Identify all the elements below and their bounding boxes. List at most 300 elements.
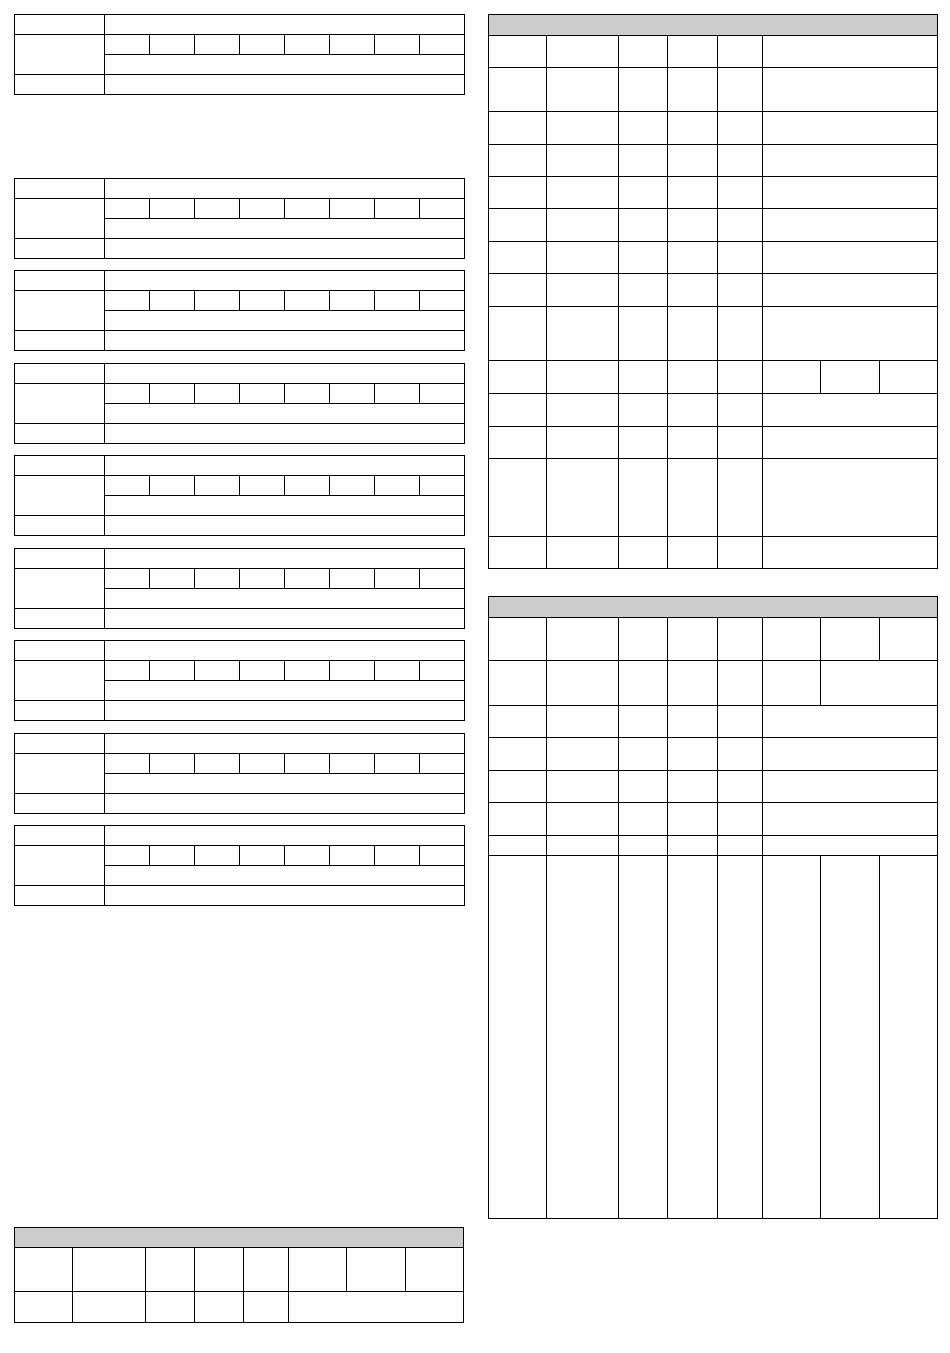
right-top-table-grid: [488, 14, 938, 569]
register-field-label-cell: [15, 569, 105, 609]
register-block-5: [14, 455, 465, 536]
table-cell: [718, 36, 763, 68]
table-cell: [489, 307, 547, 361]
register-bit-cell: [420, 569, 465, 589]
register-description-cell: [105, 866, 465, 886]
table-row: [489, 459, 938, 537]
table-cell: [668, 427, 718, 459]
table-cell: [547, 537, 619, 569]
register-reset-cell: [105, 516, 465, 536]
table-cell: [489, 274, 547, 307]
register-bit-cell: [285, 569, 330, 589]
register-bit-cell: [105, 476, 150, 496]
table-cell: [718, 771, 763, 803]
column-header-cell: [15, 1248, 73, 1292]
table-cell: [489, 738, 547, 771]
table-cell: [718, 537, 763, 569]
table-cell: [763, 771, 938, 803]
column-header-cell: [195, 1248, 244, 1292]
register-reset-cell: [105, 794, 465, 814]
table-cell: [718, 242, 763, 274]
column-header-cell: [146, 1248, 195, 1292]
table-cell: [668, 738, 718, 771]
table-cell: [763, 36, 938, 68]
table-row: [489, 307, 938, 361]
table-cell: [763, 242, 938, 274]
column-header-cell: [718, 618, 763, 661]
register-name-label-cell: [15, 179, 105, 199]
table-row: [489, 177, 938, 209]
table-cell: [489, 394, 547, 427]
register-bit-cell: [240, 35, 285, 55]
table-cell: [718, 68, 763, 112]
table-cell: [489, 177, 547, 209]
register-bitfield-row: [15, 846, 465, 866]
register-name-label-cell: [15, 549, 105, 569]
register-bitfield-row: [15, 199, 465, 219]
bottom-left-table: [14, 1227, 464, 1323]
table-title-cell: [489, 597, 938, 618]
table-cell: [718, 177, 763, 209]
register-reset-row: [15, 331, 465, 351]
table-cell: [547, 307, 619, 361]
table-cell: [489, 661, 547, 706]
table-cell: [489, 836, 547, 856]
register-bit-cell: [420, 754, 465, 774]
table-row: [489, 361, 938, 394]
register-reset-label-cell: [15, 331, 105, 351]
table-cell: [668, 112, 718, 145]
register-block-8-grid: [14, 733, 465, 814]
register-description-cell: [105, 681, 465, 701]
table-cell: [718, 459, 763, 537]
register-bit-cell: [150, 846, 195, 866]
table-cell: [718, 427, 763, 459]
table-row: [489, 68, 938, 112]
register-bit-cell: [375, 384, 420, 404]
register-block-1: [14, 14, 465, 95]
register-bit-cell: [105, 384, 150, 404]
table-row: [489, 394, 938, 427]
register-bit-cell: [105, 661, 150, 681]
register-description-cell: [105, 311, 465, 331]
table-cell: [547, 738, 619, 771]
table-row: [15, 1292, 464, 1323]
table-title-cell: [489, 15, 938, 36]
table-cell: [619, 394, 668, 427]
register-reset-row: [15, 75, 465, 95]
register-bit-cell: [375, 476, 420, 496]
register-description-cell: [105, 55, 465, 75]
table-cell: [619, 537, 668, 569]
register-field-label-cell: [15, 754, 105, 794]
table-cell: [718, 836, 763, 856]
register-reset-cell: [105, 701, 465, 721]
table-cell: [763, 803, 938, 836]
register-bit-cell: [240, 754, 285, 774]
register-block-1-grid: [14, 14, 465, 95]
table-cell: [489, 242, 547, 274]
register-reset-cell: [105, 331, 465, 351]
register-description-cell: [105, 219, 465, 239]
register-name-row: [15, 271, 465, 291]
register-reset-label-cell: [15, 794, 105, 814]
table-cell: [763, 394, 938, 427]
register-name-row: [15, 826, 465, 846]
table-cell: [763, 427, 938, 459]
right-bottom-table-grid: [488, 596, 938, 1219]
register-bit-cell: [105, 199, 150, 219]
register-bit-cell: [285, 199, 330, 219]
table-cell: [668, 177, 718, 209]
table-cell: [289, 1292, 464, 1323]
table-column-header-row: [15, 1248, 464, 1292]
table-cell: [763, 661, 821, 706]
register-reset-label-cell: [15, 886, 105, 906]
register-name-cell: [105, 549, 465, 569]
table-cell: [547, 394, 619, 427]
table-cell: [619, 706, 668, 738]
column-header-cell: [406, 1248, 464, 1292]
table-header-row: [489, 597, 938, 618]
table-cell: [489, 68, 547, 112]
table-cell: [821, 856, 880, 1219]
register-bit-cell: [420, 661, 465, 681]
table-cell: [718, 738, 763, 771]
register-reset-cell: [105, 239, 465, 259]
register-bitfield-row: [15, 35, 465, 55]
table-cell: [763, 307, 938, 361]
register-bitfield-row: [15, 661, 465, 681]
table-cell: [489, 209, 547, 242]
register-bit-cell: [150, 199, 195, 219]
register-name-row: [15, 549, 465, 569]
register-field-label-cell: [15, 291, 105, 331]
register-reset-cell: [105, 609, 465, 629]
register-bit-cell: [420, 199, 465, 219]
register-block-8: [14, 733, 465, 814]
register-bit-cell: [330, 754, 375, 774]
register-bit-cell: [420, 291, 465, 311]
register-bit-cell: [420, 35, 465, 55]
register-name-cell: [105, 179, 465, 199]
column-header-cell: [547, 618, 619, 661]
register-reset-label-cell: [15, 424, 105, 444]
register-bit-cell: [150, 569, 195, 589]
register-reset-cell: [105, 424, 465, 444]
table-cell: [547, 771, 619, 803]
table-cell: [668, 771, 718, 803]
table-cell: [763, 177, 938, 209]
table-header-row: [15, 1228, 464, 1248]
register-bit-cell: [420, 846, 465, 866]
table-cell: [547, 36, 619, 68]
register-bit-cell: [195, 384, 240, 404]
register-reset-row: [15, 794, 465, 814]
column-header-cell: [763, 618, 821, 661]
table-cell: [763, 112, 938, 145]
register-bit-cell: [285, 291, 330, 311]
register-name-cell: [105, 641, 465, 661]
register-reset-row: [15, 701, 465, 721]
register-field-label-cell: [15, 476, 105, 516]
register-name-cell: [105, 271, 465, 291]
table-cell: [763, 738, 938, 771]
table-cell: [668, 145, 718, 177]
table-cell: [489, 706, 547, 738]
table-cell: [547, 661, 619, 706]
column-header-cell: [289, 1248, 347, 1292]
table-row: [489, 738, 938, 771]
register-name-cell: [105, 364, 465, 384]
register-reset-label-cell: [15, 609, 105, 629]
register-bit-cell: [330, 846, 375, 866]
table-cell: [763, 706, 938, 738]
table-cell: [668, 361, 718, 394]
table-cell: [619, 209, 668, 242]
register-name-row: [15, 179, 465, 199]
table-row: [489, 661, 938, 706]
register-block-6-grid: [14, 548, 465, 629]
register-description-cell: [105, 774, 465, 794]
register-bit-cell: [330, 476, 375, 496]
register-name-label-cell: [15, 15, 105, 35]
table-cell: [718, 145, 763, 177]
register-block-2: [14, 178, 465, 259]
table-cell: [763, 209, 938, 242]
table-row: [489, 836, 938, 856]
column-header-cell: [821, 618, 880, 661]
register-bit-cell: [150, 384, 195, 404]
register-bit-cell: [285, 476, 330, 496]
table-row: [489, 706, 938, 738]
register-bit-cell: [240, 476, 285, 496]
table-cell: [619, 36, 668, 68]
register-bit-cell: [150, 754, 195, 774]
register-block-4: [14, 363, 465, 444]
table-cell: [763, 836, 938, 856]
register-bit-cell: [195, 291, 240, 311]
register-reset-label-cell: [15, 239, 105, 259]
table-cell: [547, 177, 619, 209]
table-cell: [668, 836, 718, 856]
register-bit-cell: [240, 199, 285, 219]
table-row: [489, 771, 938, 803]
table-cell: [718, 209, 763, 242]
register-field-label-cell: [15, 35, 105, 75]
table-cell: [668, 856, 718, 1219]
table-cell: [668, 537, 718, 569]
table-cell: [619, 177, 668, 209]
table-row: [489, 36, 938, 68]
table-cell: [547, 803, 619, 836]
register-name-row: [15, 15, 465, 35]
table-cell: [15, 1292, 73, 1323]
register-name-row: [15, 641, 465, 661]
table-title-cell: [15, 1228, 464, 1248]
register-bit-cell: [375, 846, 420, 866]
register-name-label-cell: [15, 271, 105, 291]
register-bit-cell: [195, 199, 240, 219]
table-cell: [489, 36, 547, 68]
table-cell: [619, 459, 668, 537]
register-bit-cell: [375, 35, 420, 55]
table-cell: [668, 209, 718, 242]
table-cell: [763, 68, 938, 112]
table-cell: [668, 274, 718, 307]
table-cell: [489, 771, 547, 803]
register-bit-cell: [105, 35, 150, 55]
table-header-row: [489, 15, 938, 36]
table-cell: [821, 361, 880, 394]
table-row: [489, 112, 938, 145]
register-bit-cell: [150, 661, 195, 681]
column-header-cell: [73, 1248, 146, 1292]
register-reset-row: [15, 609, 465, 629]
register-bit-cell: [150, 476, 195, 496]
table-cell: [619, 661, 668, 706]
register-field-label-cell: [15, 661, 105, 701]
register-bit-cell: [240, 661, 285, 681]
table-cell: [489, 803, 547, 836]
register-bit-cell: [330, 569, 375, 589]
register-block-9-grid: [14, 825, 465, 906]
table-cell: [547, 459, 619, 537]
register-name-cell: [105, 456, 465, 476]
table-cell: [718, 803, 763, 836]
register-bit-cell: [150, 35, 195, 55]
register-bit-cell: [285, 661, 330, 681]
table-cell: [619, 112, 668, 145]
register-bit-cell: [195, 35, 240, 55]
table-cell: [763, 361, 821, 394]
table-cell: [619, 361, 668, 394]
table-cell: [619, 738, 668, 771]
right-bottom-table: [488, 596, 938, 1219]
right-top-table: [488, 14, 938, 569]
register-reset-row: [15, 239, 465, 259]
register-name-label-cell: [15, 456, 105, 476]
table-cell: [489, 459, 547, 537]
table-cell: [718, 112, 763, 145]
register-block-3-grid: [14, 270, 465, 351]
register-bit-cell: [375, 661, 420, 681]
table-cell: [489, 537, 547, 569]
register-bit-cell: [195, 846, 240, 866]
register-description-cell: [105, 589, 465, 609]
register-name-cell: [105, 15, 465, 35]
register-name-row: [15, 734, 465, 754]
table-cell: [489, 856, 547, 1219]
register-block-4-grid: [14, 363, 465, 444]
table-cell: [718, 361, 763, 394]
register-name-cell: [105, 734, 465, 754]
register-field-label-cell: [15, 846, 105, 886]
column-header-cell: [619, 618, 668, 661]
register-bit-cell: [330, 35, 375, 55]
register-block-5-grid: [14, 455, 465, 536]
register-bit-cell: [420, 384, 465, 404]
table-cell: [718, 706, 763, 738]
register-reset-label-cell: [15, 516, 105, 536]
table-cell: [619, 836, 668, 856]
table-cell: [619, 803, 668, 836]
register-description-cell: [105, 404, 465, 424]
register-bit-cell: [240, 846, 285, 866]
table-cell: [244, 1292, 289, 1323]
table-cell: [668, 394, 718, 427]
table-cell: [547, 145, 619, 177]
table-cell: [547, 706, 619, 738]
register-bit-cell: [105, 291, 150, 311]
table-cell: [547, 112, 619, 145]
table-column-header-row: [489, 618, 938, 661]
table-cell: [619, 242, 668, 274]
table-cell: [668, 803, 718, 836]
register-reset-label-cell: [15, 701, 105, 721]
bottom-left-table-grid: [14, 1227, 464, 1323]
register-bit-cell: [375, 754, 420, 774]
register-bit-cell: [330, 661, 375, 681]
register-bit-cell: [240, 569, 285, 589]
table-cell: [668, 459, 718, 537]
table-cell: [668, 242, 718, 274]
register-bit-cell: [285, 384, 330, 404]
table-cell: [547, 856, 619, 1219]
register-reset-label-cell: [15, 75, 105, 95]
table-cell: [763, 537, 938, 569]
table-cell: [668, 307, 718, 361]
table-row: [489, 427, 938, 459]
column-header-cell: [347, 1248, 406, 1292]
table-cell: [880, 361, 938, 394]
table-cell: [668, 706, 718, 738]
register-bit-cell: [105, 846, 150, 866]
table-cell: [619, 68, 668, 112]
register-block-2-grid: [14, 178, 465, 259]
table-cell: [489, 361, 547, 394]
register-bit-cell: [195, 476, 240, 496]
table-cell: [146, 1292, 195, 1323]
table-cell: [489, 112, 547, 145]
register-bit-cell: [330, 384, 375, 404]
table-cell: [489, 145, 547, 177]
table-cell: [821, 661, 938, 706]
table-row: [489, 209, 938, 242]
column-header-cell: [880, 618, 938, 661]
register-block-7-grid: [14, 640, 465, 721]
table-cell: [763, 145, 938, 177]
register-bit-cell: [285, 846, 330, 866]
table-cell: [547, 361, 619, 394]
table-cell: [489, 427, 547, 459]
table-cell: [547, 209, 619, 242]
table-cell: [619, 856, 668, 1219]
table-cell: [195, 1292, 244, 1323]
table-cell: [619, 427, 668, 459]
register-reset-cell: [105, 75, 465, 95]
table-cell: [718, 394, 763, 427]
register-block-6: [14, 548, 465, 629]
register-name-cell: [105, 826, 465, 846]
table-row: [489, 537, 938, 569]
register-bit-cell: [375, 569, 420, 589]
register-bit-cell: [240, 291, 285, 311]
table-cell: [547, 274, 619, 307]
register-reset-row: [15, 886, 465, 906]
table-cell: [668, 36, 718, 68]
table-cell: [547, 242, 619, 274]
